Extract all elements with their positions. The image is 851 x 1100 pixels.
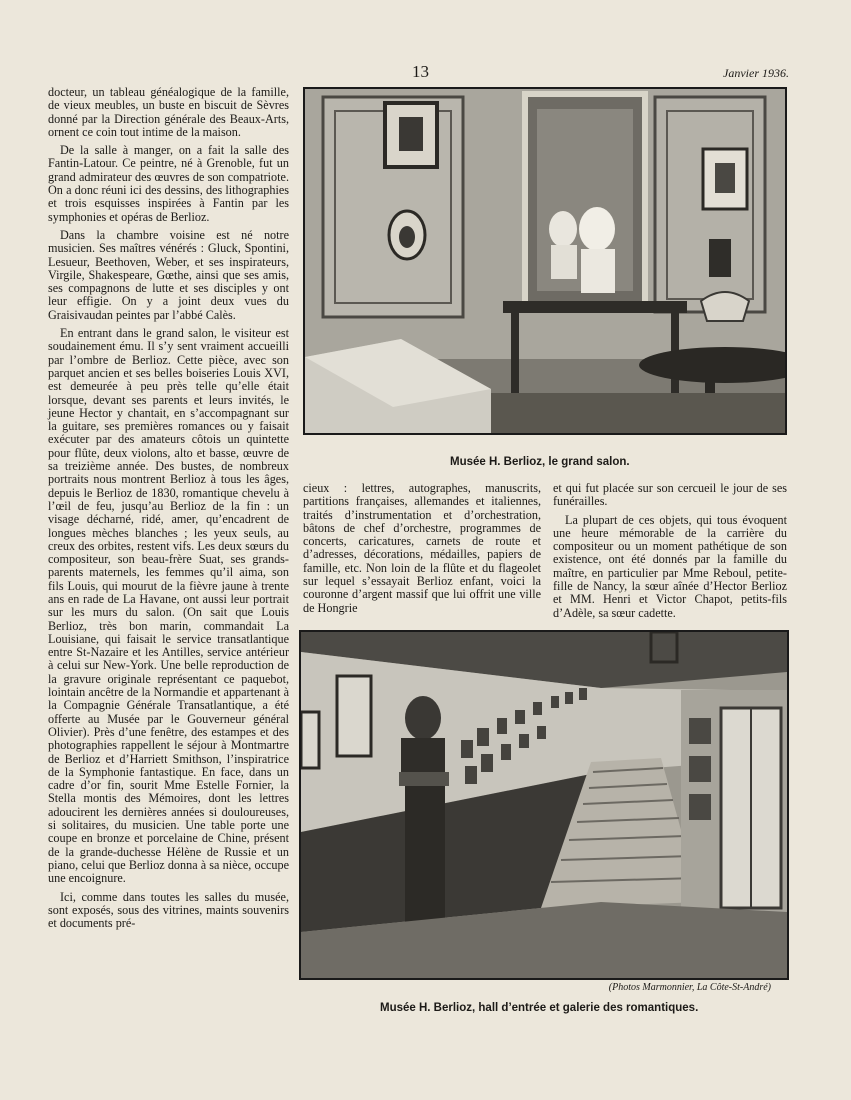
- paragraph: et qui fut placée sur son cercueil le jour de ses funérailles.: [553, 481, 787, 509]
- figure-caption: Musée H. Berlioz, hall d’entrée et galerie des romantiques.: [380, 1002, 699, 1014]
- article-column-middle: [303, 482, 541, 620]
- grand-salon-illustration: [305, 89, 785, 433]
- photo-entrance-hall: [299, 630, 789, 980]
- photo-credit: (Photos Marmonnier, La Côte-St-André): [608, 982, 771, 993]
- entrance-hall-illustration: [301, 632, 787, 978]
- paragraph: De la salle à manger, on a fait la salle des Fantin-Latour. Ce peintre, né à Grenoble, fut un grand admirateur des œuvres de son compatriote. On a donc réuni ici des dessins, des lithographies et trois esquisses inspirées à Fantin par les symphonies et opéras de Berlioz.: [48, 143, 289, 224]
- page-number: 13: [412, 62, 429, 81]
- paragraph: Ici, comme dans toutes les salles du musée, sont exposés, sous des vitrines, maints souvenirs et documents pré-: [48, 889, 289, 931]
- article-column-left: [48, 86, 289, 935]
- article-column-right: [553, 482, 787, 625]
- paragraph: Dans la chambre voisine est né notre musicien. Ses maîtres vénérés : Gluck, Spontini, Lesueur, Beethoven, Weber, et ses inspirateurs, Virgile, Shakespeare, Gœthe, ainsi que ses amis, ses compagnons de lutte et ses disciples y ont leur effigie. On y a joint deux vues du Graisivaudan peintes par l’abbé Calès.: [48, 227, 289, 322]
- figure-caption: Musée H. Berlioz, le grand salon.: [450, 456, 630, 468]
- paragraph: docteur, un tableau généalogique de la famille, de vieux meubles, un buste en biscuit de Sèvres donné par la Direction générale des Beaux-Arts, ornent ce coin tout intime de la maison.: [48, 85, 289, 139]
- paragraph: En entrant dans le grand salon, le visiteur est soudainement ému. Il s’y sent vraiment accueilli par l’ombre de Berlioz. Cette pièce, avec son parquet ancien et ses belles boiseries Louis XVI, est demeurée à peu près telle qu’elle était lorsque, devant ses parents et leurs invités, le jeune Hector y chantait, en s’accompagnant sur la guitare, ses premières romances ou y faisait exécuter par des amateurs côtois un quintette pour flûte, deux violons, alto et basse, œuvre de sa treizième année. Des bustes, de nombreux portraits nous montrent Berlioz à tous les âges, depuis le Berlioz de 1830, romantique chevelu à l’œil de feu, jusqu’au Berlioz de la fin : un visage décharné, ridé, amer, qu’encadrent de longues mèches blanches ; les yeux seuls, au creux des orbites, restent vifs. Les deux sœurs du compositeur, son beau-frère Suat, ses grands-parents maternels, les femmes qu’il aima, son fils Louis, qui mourut de la fièvre jaune à trente ans en rade de La Havane, ont aussi leur portrait sur les murs du salon. (On sait que Louis Berlioz, très bon marin, commandait La Louisiane, qui faisait le service transatlantique entre St-Nazaire et les Antilles, service antérieur à celui sur New-York. Une belle reproduction de la gravure originale représentant ce paquebot, lointain ancêtre de la Normandie et appartenant à la Compagnie Générale Transatlantique, a été offerte au Musée par le Gouverneur général Olivier). Près d’une fenêtre, des estampes et des photographies rappellent le séjour à Montmartre de Berlioz et d’Harriett Smithson, l’inspiratrice de la Symphonie fantastique. En face, dans un cadre d’or fin, sourit Mme Estelle Fornier, la Stella montis des Mémoires, dont les lettres adoucirent les dernières années si douloureuses, si solitaires, du musicien. Une table porte une coupe en bronze et porcelaine de Chine, présent de la grande-duchesse Hélène de Russie et un piano, celui que Berlioz donna à sa nièce, occupe une encoignure.: [48, 326, 289, 886]
- photo-grand-salon: [303, 87, 787, 435]
- paragraph: La plupart de ces objets, qui tous évoquent une heure mémorable de la carrière du compositeur ou un moment pathétique de son existence, ont été donnés par la famille du maître, en particulier par Mme Reboul, petite-fille de Nancy, la sœur aînée d’Hector Berlioz et MM. Henri et Victor Chapot, petits-fils d’Adèle, sa sœur cadette.: [553, 512, 787, 620]
- paragraph: cieux : lettres, autographes, manuscrits, partitions françaises, allemandes et italiennes, traités d’instrumentation et d’orchestration, bâtons de chef d’orchestre, programmes de concerts, caricatures, carnets de route et d’adresses, décorations, médailles, papiers de famille, etc. Non loin de la flûte et du flageolet sur lequel s’essayait Berlioz enfant, voici la couronne d’argent massif que lui offrit une ville de Hongrie: [303, 481, 541, 615]
- issue-date: Janvier 1936.: [723, 66, 789, 80]
